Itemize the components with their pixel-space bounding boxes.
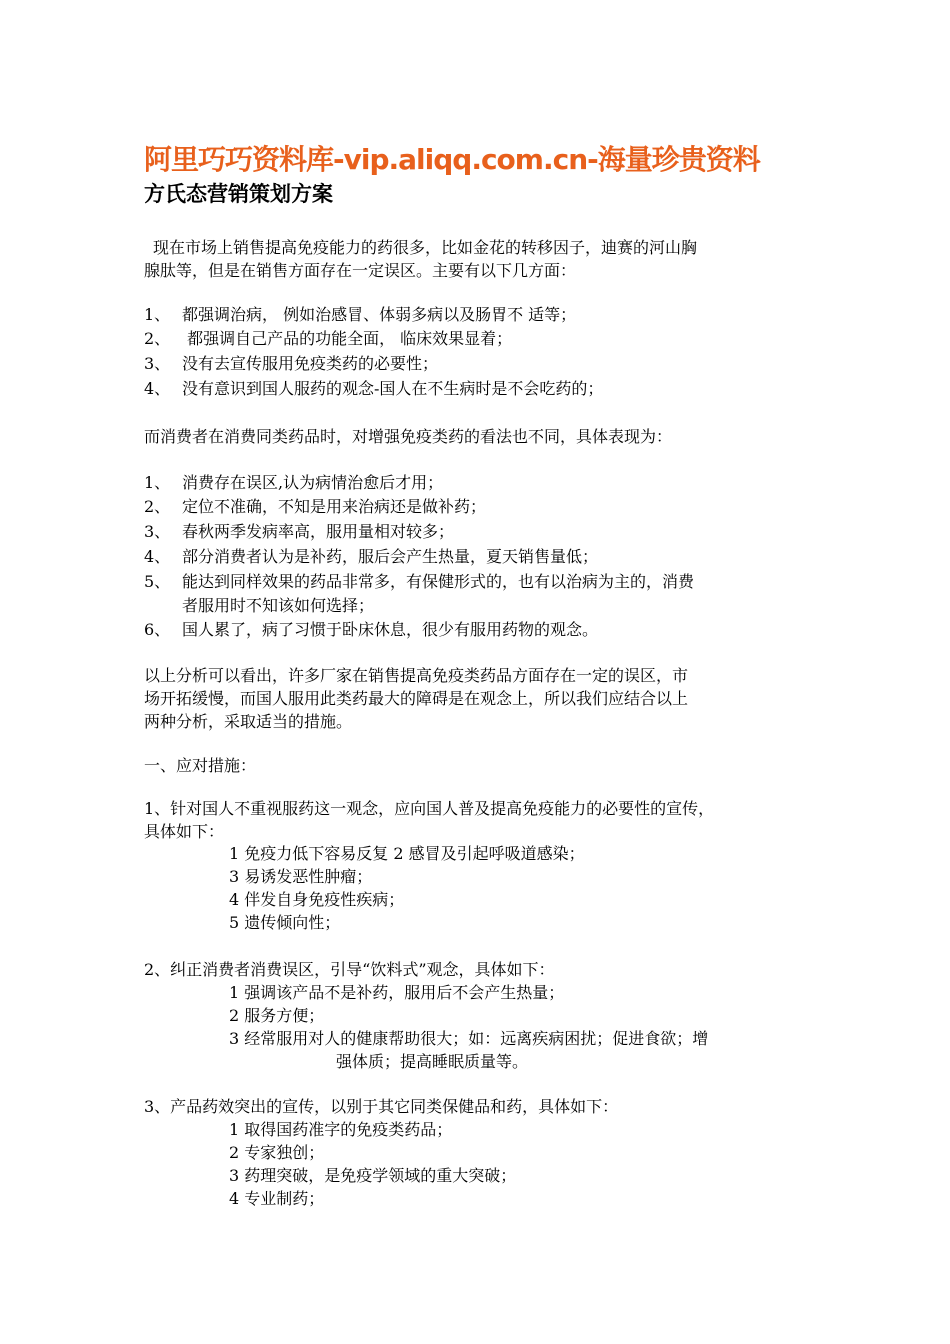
document-title: 方氏态营销策划方案 <box>144 182 333 206</box>
measure-item: 具体如下： <box>144 822 225 841</box>
list-text: 没有意识到国人服药的观念-国人在不生病时是不会吃药的； <box>182 379 604 398</box>
list-text: 国人累了，病了习惯于卧床休息，很少有服用药物的观念。 <box>182 620 599 639</box>
list-item <box>144 352 438 376</box>
list-item <box>144 327 512 351</box>
sub-item: 2 专家独创； <box>229 1143 325 1162</box>
intro-line: 现在市场上销售提高免疫能力的药很多，比如金花的转移因子，迪赛的河山胸 <box>153 238 698 257</box>
list-item <box>144 303 576 327</box>
list-number: 3、 <box>144 522 171 541</box>
measure-item: 3、产品药效突出的宣传，以别于其它同类保健品和药，具体如下： <box>144 1097 619 1116</box>
list-number: 5、 <box>144 572 171 591</box>
sub-item: 5 遗传倾向性； <box>229 913 341 932</box>
list-item <box>144 495 486 519</box>
sub-item: 1 取得国药准字的免疫类药品； <box>229 1120 453 1139</box>
sub-item: 4 伴发自身免疫性疾病； <box>229 890 405 909</box>
list-number: 1、 <box>144 473 171 492</box>
list-text: 部分消费者认为是补药，服后会产生热量，夏天销售量低； <box>182 547 599 566</box>
measure-item: 2、纠正消费者消费误区，引导“饮料式”观念，具体如下： <box>144 960 555 979</box>
list-number: 3、 <box>144 354 171 373</box>
list-text: 消费存在误区,认为病情治愈后才用； <box>182 473 444 492</box>
list-number: 4、 <box>144 547 171 566</box>
list-number: 6、 <box>144 620 171 639</box>
paragraph: 而消费者在消费同类药品时，对增强免疫类药的看法也不同，具体表现为： <box>144 427 673 446</box>
list-text: 春秋两季发病率高，服用量相对较多； <box>182 522 455 541</box>
paragraph-line: 场开拓缓慢，而国人服用此类药最大的障碍是在观念上，所以我们应结合以上 <box>144 689 689 708</box>
list-item <box>144 618 598 642</box>
list-number: 4、 <box>144 379 171 398</box>
sub-item: 3 经常服用对人的健康帮助很大；如：远离疾病困扰；促进食欲；增 <box>229 1029 709 1048</box>
list-item <box>144 545 598 569</box>
measure-item: 1、针对国人不重视服药这一观念，应向国人普及提高免疫能力的必要性的宣传， <box>144 799 715 818</box>
sub-item: 1 免疫力低下容易反复 2 感冒及引起呼吸道感染； <box>229 844 585 863</box>
list-number: 2、 <box>144 497 171 516</box>
section-heading: 一、应对措施： <box>144 756 257 775</box>
list-item <box>144 520 454 544</box>
sub-item: 3 药理突破，是免疫学领域的重大突破； <box>229 1166 517 1185</box>
list-item <box>144 471 443 495</box>
list-item <box>144 377 603 401</box>
list-number: 1、 <box>144 305 171 324</box>
list-item <box>144 594 374 618</box>
list-text: 都强调治病， 例如治感冒、体弱多病以及肠胃不 适等； <box>182 305 577 324</box>
sub-item: 2 服务方便； <box>229 1006 325 1025</box>
watermark-banner: 阿里巧巧资料库-vip.aliqq.com.cn-海量珍贵资料 <box>144 143 760 176</box>
list-text: 能达到同样效果的药品非常多，有保健形式的，也有以治病为主的，消费 <box>182 572 695 591</box>
list-text: 定位不准确，不知是用来治病还是做补药； <box>182 497 487 516</box>
paragraph-line: 以上分析可以看出，许多厂家在销售提高免疫类药品方面存在一定的误区，市 <box>144 666 689 685</box>
paragraph-line: 两种分析，采取适当的措施。 <box>144 712 353 731</box>
intro-line: 腺肽等，但是在销售方面存在一定误区。主要有以下几方面： <box>144 261 577 280</box>
list-number: 2、 <box>144 329 171 348</box>
sub-item: 3 易诱发恶性肿瘤； <box>229 867 373 886</box>
list-text: 都强调自己产品的功能全面， 临床效果显着； <box>182 329 513 348</box>
list-item <box>144 570 694 594</box>
sub-item: 1 强调该产品不是补药，服用后不会产生热量； <box>229 983 565 1002</box>
list-text: 者服用时不知该如何选择； <box>182 596 375 615</box>
sub-item: 4 专业制药； <box>229 1189 325 1208</box>
sub-item-continued: 强体质；提高睡眠质量等。 <box>336 1052 529 1071</box>
list-text: 没有去宣传服用免疫类药的必要性； <box>182 354 439 373</box>
